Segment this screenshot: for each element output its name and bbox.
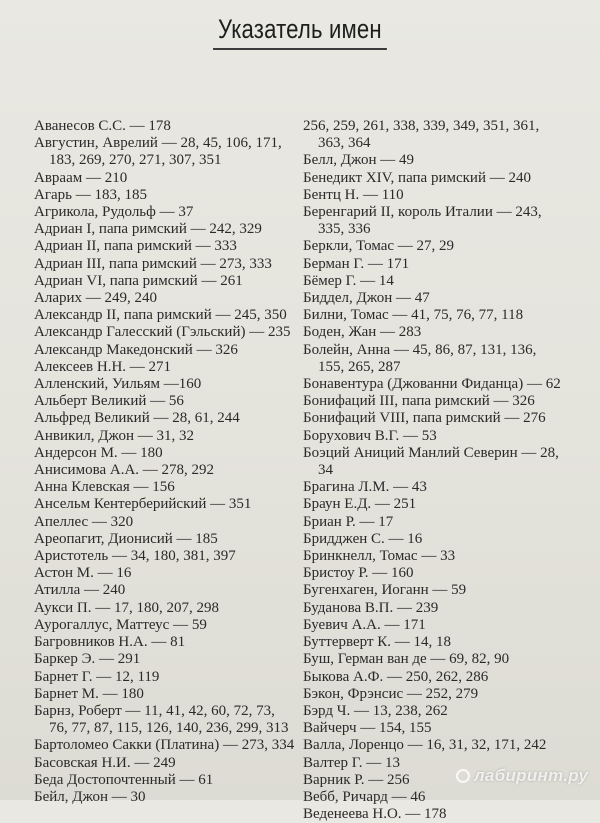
index-entry: Аванесов С.С. — 178 bbox=[34, 118, 171, 134]
index-entry: Апеллес — 320 bbox=[34, 513, 134, 530]
index-entry: Агрикола, Рудольф — 37 bbox=[34, 204, 194, 221]
index-entry: Агарь — 183, 185 bbox=[34, 186, 147, 203]
index-entry: Бёмер Г. — 14 bbox=[303, 272, 394, 289]
index-entry: Андерсон М. — 180 bbox=[34, 444, 163, 461]
index-entry: Бэрд Ч. — 13, 238, 262 bbox=[303, 702, 448, 719]
index-entry: Бонифаций III, папа римский — 326 bbox=[303, 393, 535, 410]
index-entry: Альберт Великий — 56 bbox=[34, 393, 184, 410]
index-entry: Баркер Э. — 291 bbox=[34, 651, 141, 668]
index-entry: Анна Клевская — 156 bbox=[34, 479, 175, 496]
index-entry: Быкова А.Ф. — 250, 262, 286 bbox=[303, 668, 489, 685]
index-entry: Анисимова А.А. — 278, 292 bbox=[34, 462, 215, 479]
index-entry: Бенедикт XIV, папа римский — 240 bbox=[303, 169, 531, 186]
index-entry: Авраам — 210 bbox=[34, 169, 128, 186]
index-entry: Адриан I, папа римский — 242, 329 bbox=[34, 221, 262, 238]
index-entry: Александр II, папа римский — 245, 350 bbox=[34, 307, 287, 324]
left-column bbox=[34, 118, 296, 806]
index-entry: Буттерверт К. — 14, 18 bbox=[303, 634, 452, 651]
index-entry: Боден, Жан — 283 bbox=[303, 324, 422, 341]
index-entry: Альфред Великий — 28, 61, 244 bbox=[34, 410, 240, 427]
labirint-logo-icon bbox=[456, 769, 470, 783]
index-entry: Бугенхаген, Иоганн — 59 bbox=[303, 582, 467, 599]
index-entry: Алленский, Уильям —160 bbox=[34, 376, 202, 393]
index-entry: Беренгарий II, король Италии — 243, 335, 336 bbox=[303, 204, 542, 238]
index-entry: Варник Р. — 256 bbox=[303, 771, 410, 788]
index-entry: Бентц Н. — 110 bbox=[303, 186, 404, 203]
index-entry: Билни, Томас — 41, 75, 76, 77, 118 bbox=[303, 307, 524, 324]
index-entry: Биддел, Джон — 47 bbox=[303, 290, 430, 307]
index-entry: Беда Достопочтенный — 61 bbox=[34, 771, 214, 788]
index-entry: Беркли, Томас — 27, 29 bbox=[303, 238, 455, 255]
index-entry: Бонавентура (Джованни Фиданца) — 62 bbox=[303, 376, 561, 393]
index-entry: Браун Е.Д. — 251 bbox=[303, 496, 417, 513]
watermark-text: лабиринт.ру bbox=[474, 766, 589, 785]
index-entry: Буевич А.А. — 171 bbox=[303, 616, 426, 633]
index-entry: Алексеев Н.Н. — 271 bbox=[34, 358, 172, 375]
index-entry: Аларих — 249, 240 bbox=[34, 290, 158, 307]
index-entry: Валтер Г. — 13 bbox=[303, 754, 400, 771]
index-entry: Александр Македонский — 326 bbox=[34, 341, 238, 358]
index-entry: Аристотель — 34, 180, 381, 397 bbox=[34, 548, 236, 565]
index-entry: Болейн, Анна — 45, 86, 87, 131, 136, 155, 265, 287 bbox=[303, 341, 537, 375]
index-entry: Бридджен С. — 16 bbox=[303, 530, 423, 547]
index-entry: Валла, Лоренцо — 16, 31, 32, 171, 242 bbox=[303, 737, 547, 754]
index-entry: Адриан III, папа римский — 273, 333 bbox=[34, 255, 272, 272]
index-entry: Бристоу Р. — 160 bbox=[303, 565, 414, 582]
index-entry: Буданова В.П. — 239 bbox=[303, 599, 439, 616]
index-entry: Бэкон, Фрэнсис — 252, 279 bbox=[303, 685, 479, 702]
index-entry: Веденеева Н.О. — 178 bbox=[303, 806, 447, 823]
index-entry: Бонифаций VIII, папа римский — 276 bbox=[303, 410, 546, 427]
index-entry: Барнз, Роберт — 11, 41, 42, 60, 72, 73, 76, 77, 87, 115, 126, 140, 236, 299, 313 bbox=[34, 702, 289, 737]
index-entry: 256, 259, 261, 338, 339, 349, 351, 361, 363, 364 bbox=[303, 118, 540, 152]
index-entry: Вайчерч — 154, 155 bbox=[303, 720, 432, 737]
index-entry: Барнет М. — 180 bbox=[34, 685, 144, 702]
index-entry: Ареопагит, Дионисий — 185 bbox=[34, 530, 218, 547]
page-title bbox=[0, 14, 600, 50]
index-entry: Вебб, Ричард — 46 bbox=[303, 788, 426, 805]
index-entry: Атилла — 240 bbox=[34, 582, 126, 599]
index-entry: Анвикил, Джон — 31, 32 bbox=[34, 427, 195, 444]
page-title-text: Указатель имен bbox=[213, 14, 387, 50]
index-entry: Адриан II, папа римский — 333 bbox=[34, 238, 237, 255]
index-entry: Басовская Н.И. — 249 bbox=[34, 754, 176, 771]
index-entry: Бринкнелл, Томас — 33 bbox=[303, 548, 456, 565]
right-column bbox=[303, 118, 561, 823]
index-entry: Адриан VI, папа римский — 261 bbox=[34, 272, 243, 289]
index-entry: Бейл, Джон — 30 bbox=[34, 788, 146, 805]
index-entry: Брагина Л.М. — 43 bbox=[303, 479, 427, 496]
index-entry: Бриан Р. — 17 bbox=[303, 513, 394, 530]
index-entry: Бартоломео Сакки (Платина) — 273, 334 bbox=[34, 737, 295, 754]
index-entry: Астон М. — 16 bbox=[34, 565, 132, 582]
watermark bbox=[456, 766, 588, 786]
index-entry: Белл, Джон — 49 bbox=[303, 152, 414, 169]
index-entry: Багровников Н.А. — 81 bbox=[34, 634, 186, 651]
index-entry: Буш, Герман ван де — 69, 82, 90 bbox=[303, 651, 510, 668]
index-entry: Аурогаллус, Маттеус — 59 bbox=[34, 616, 207, 633]
index-entry: Борухович В.Г. — 53 bbox=[303, 427, 437, 444]
index-entry: Берман Г. — 171 bbox=[303, 255, 410, 272]
index-entry: Боэций Аниций Манлий Северин — 28, 34 bbox=[303, 444, 559, 479]
index-entry: Ансельм Кентерберийский — 351 bbox=[34, 496, 252, 513]
index-entry: Барнет Г. — 12, 119 bbox=[34, 668, 160, 685]
index-entry: Аукси П. — 17, 180, 207, 298 bbox=[34, 599, 220, 616]
index-entry: Августин, Аврелий — 28, 45, 106, 171, 183, 269, 270, 271, 307, 351 bbox=[34, 135, 282, 169]
index-entry: Александр Галесский (Гэльский) — 235 bbox=[34, 324, 291, 341]
